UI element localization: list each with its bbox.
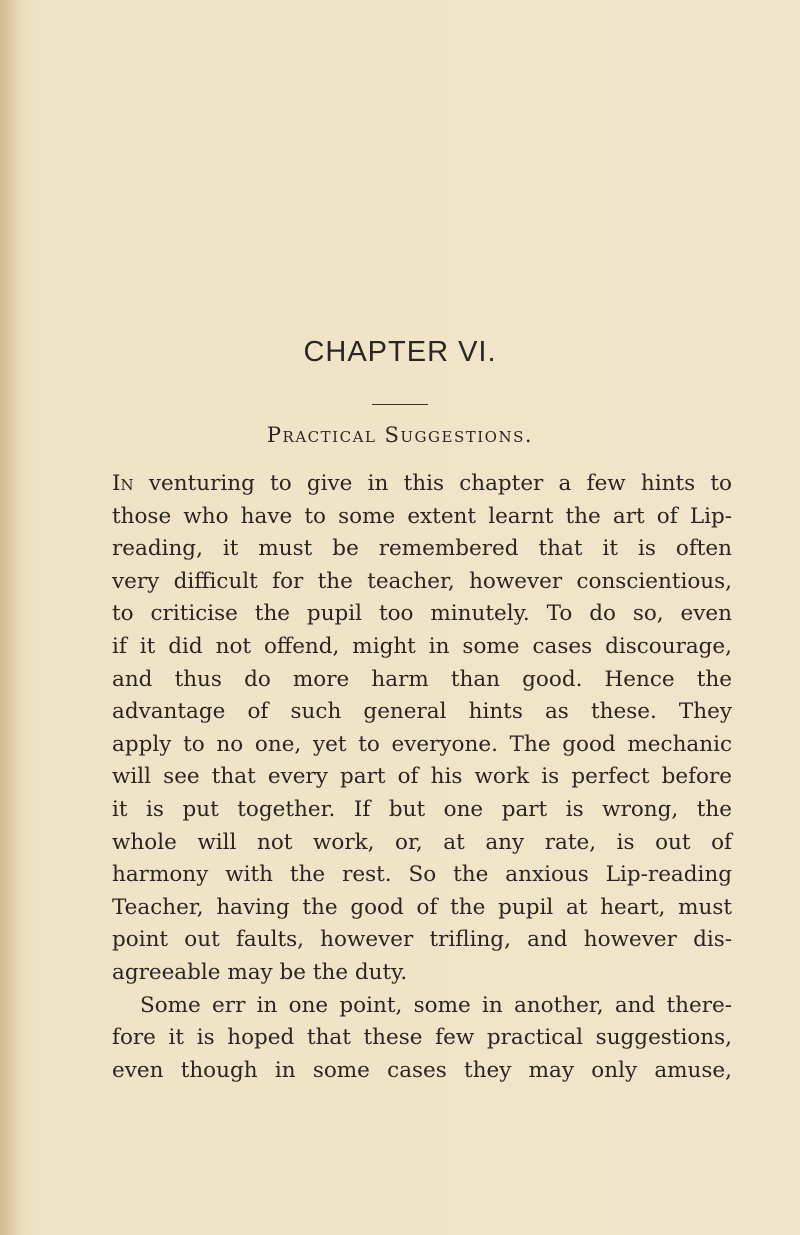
text-line: and thus do more harm than good. Hence the bbox=[112, 666, 732, 692]
chapter-heading: CHAPTER VI. bbox=[303, 336, 497, 368]
text-line: reading, it must be remembered that it is often bbox=[112, 536, 732, 562]
body-text bbox=[112, 468, 732, 1087]
text-line: even though in some cases they may only amuse, bbox=[112, 1057, 732, 1083]
text-line: point out faults, however trifling, and however dis- bbox=[112, 927, 732, 953]
text-line: advantage of such general hints as these. They bbox=[112, 699, 732, 725]
text-line: to criticise the pupil too minutely. To do so, even bbox=[112, 601, 732, 627]
text-line: harmony with the rest. So the anxious Lip-reading bbox=[112, 862, 732, 888]
text-line: very difficult for the teacher, however conscientious, bbox=[112, 568, 732, 594]
lead-in-word: In bbox=[112, 471, 134, 496]
text-line: if it did not offend, might in some cases discourage, bbox=[112, 633, 732, 659]
page-gutter-shadow bbox=[0, 0, 22, 1235]
section-heading: Practical Suggestions. bbox=[266, 423, 534, 447]
text-line: Some err in one point, some in another, and there- bbox=[140, 992, 732, 1018]
text-line: In venturing to give in this chapter a few hints to bbox=[112, 471, 732, 496]
text-line: apply to no one, yet to everyone. The good mechanic bbox=[112, 731, 732, 757]
heading-divider bbox=[372, 404, 428, 405]
text-line: those who have to some extent learnt the art of Lip- bbox=[112, 503, 732, 529]
text-line: agreeable may be the duty. bbox=[112, 959, 408, 985]
text-line: Teacher, having the good of the pupil at heart, must bbox=[112, 894, 732, 920]
text-line: will see that every part of his work is perfect before bbox=[112, 764, 732, 790]
text-line: fore it is hoped that these few practical suggestions, bbox=[112, 1025, 732, 1051]
text-line: whole will not work, or, at any rate, is out of bbox=[112, 829, 732, 855]
text-line: it is put together. If but one part is wrong, the bbox=[112, 796, 732, 822]
